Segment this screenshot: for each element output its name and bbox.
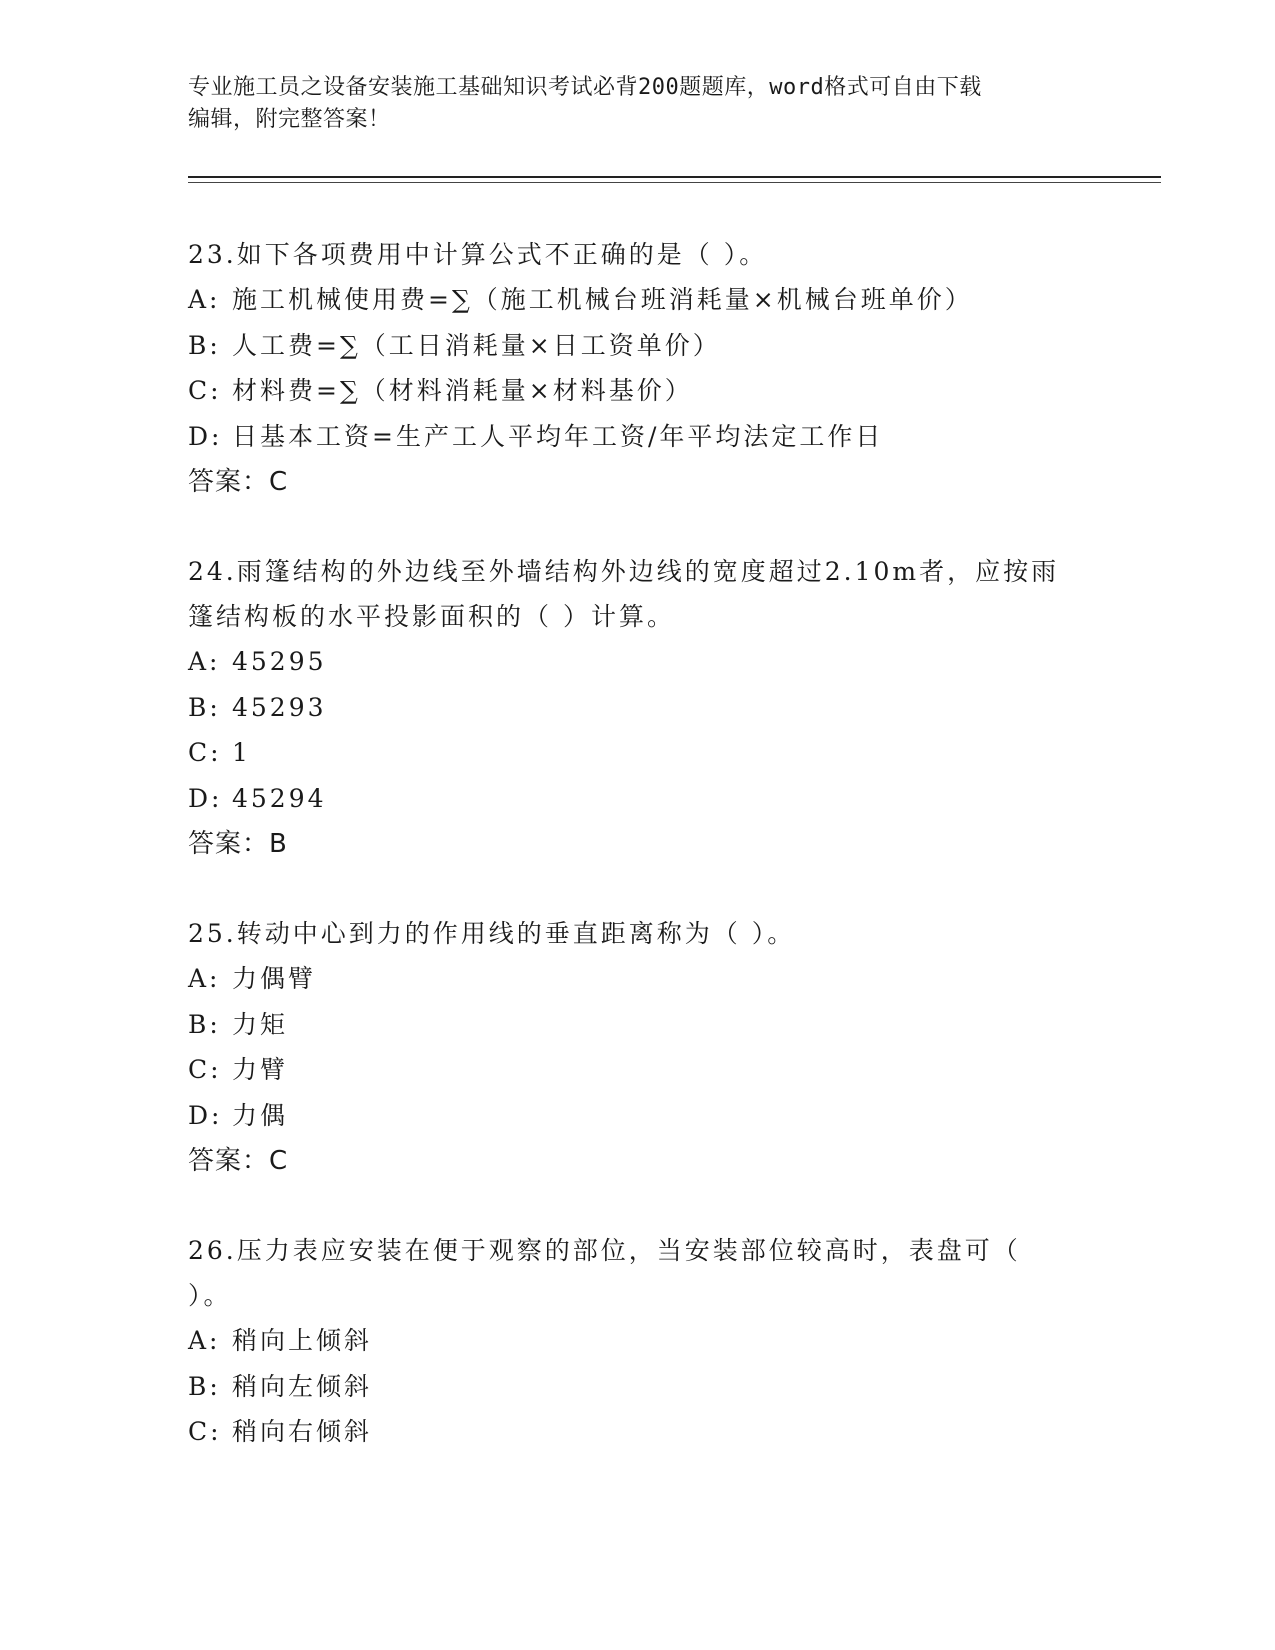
option-text: 力臂 <box>232 1055 289 1084</box>
option-text: 稍向左倾斜 <box>232 1371 373 1401</box>
header-line-2: 编辑，附完整答案！ <box>188 107 391 132</box>
option-letter: C: <box>188 738 222 767</box>
answer-line: 答案：C <box>188 467 289 497</box>
option-c <box>188 730 1088 776</box>
option-a <box>188 1318 1088 1364</box>
option-letter: A: <box>188 964 221 993</box>
header-line-1: 专业施工员之设备安装施工基础知识考试必背200题题库，word格式可自由下载 <box>188 75 982 100</box>
option-c <box>188 1047 1088 1093</box>
option-letter: C: <box>188 1055 222 1084</box>
option-d <box>188 776 1088 822</box>
option-letter: A: <box>188 285 221 314</box>
question-text: 24.雨篷结构的外边线至外墙结构外边线的宽度超过2.10m者，应按雨 <box>188 557 1060 586</box>
option-text: 日基本工资=生产工人平均年工资/年平均法定工作日 <box>232 421 884 451</box>
option-b <box>188 323 1088 369</box>
option-letter: B: <box>188 1371 221 1401</box>
option-b <box>188 1364 1088 1410</box>
option-text: 力偶 <box>232 1100 289 1130</box>
option-a <box>188 956 1088 1002</box>
header-divider-thin <box>188 182 1161 183</box>
option-letter: C: <box>188 1417 222 1446</box>
option-a <box>188 639 1088 685</box>
answer-line: 答案：C <box>188 1146 289 1176</box>
option-letter: B: <box>188 692 221 722</box>
option-d <box>188 1093 1088 1139</box>
question-text: 26.压力表应安装在便于观察的部位，当安装部位较高时，表盘可（ <box>188 1236 1021 1265</box>
document-header <box>188 72 1088 136</box>
option-text: 稍向右倾斜 <box>232 1417 373 1446</box>
question-25 <box>188 911 1088 1184</box>
option-c <box>188 1409 1088 1455</box>
option-letter: D: <box>188 421 223 451</box>
option-text: 材料费=∑（材料消耗量×材料基价） <box>232 376 693 405</box>
option-letter: B: <box>188 1009 221 1039</box>
option-text: 稍向上倾斜 <box>232 1326 373 1355</box>
option-text: 人工费=∑（工日消耗量×日工资单价） <box>232 330 721 360</box>
question-list <box>188 232 1088 1499</box>
question-text: 23.如下各项费用中计算公式不正确的是（ ）。 <box>188 240 768 269</box>
option-text: 1 <box>232 738 251 767</box>
option-text: 45295 <box>232 647 327 676</box>
question-23 <box>188 232 1088 505</box>
option-letter: D: <box>188 783 223 813</box>
option-letter: C: <box>188 376 222 405</box>
header-divider-thick <box>188 176 1161 178</box>
question-24 <box>188 549 1088 867</box>
option-text: 力矩 <box>232 1009 289 1039</box>
question-26 <box>188 1228 1088 1455</box>
option-letter: B: <box>188 330 221 360</box>
option-letter: D: <box>188 1100 223 1130</box>
option-text: 45293 <box>232 692 327 722</box>
option-letter: A: <box>188 647 221 676</box>
option-text: 45294 <box>232 783 327 813</box>
question-text-continued: ）。 <box>188 1281 232 1310</box>
option-b <box>188 685 1088 731</box>
question-text: 25.转动中心到力的作用线的垂直距离称为（ ）。 <box>188 919 796 948</box>
option-b <box>188 1002 1088 1048</box>
option-d <box>188 414 1088 460</box>
option-c <box>188 368 1088 414</box>
question-text-continued: 篷结构板的水平投影面积的（ ）计算。 <box>188 602 675 631</box>
option-letter: A: <box>188 1326 221 1355</box>
answer-line: 答案：B <box>188 829 288 859</box>
option-a <box>188 277 1088 323</box>
option-text: 力偶臂 <box>232 964 317 993</box>
option-text: 施工机械使用费=∑（施工机械台班消耗量×机械台班单价） <box>232 285 973 314</box>
